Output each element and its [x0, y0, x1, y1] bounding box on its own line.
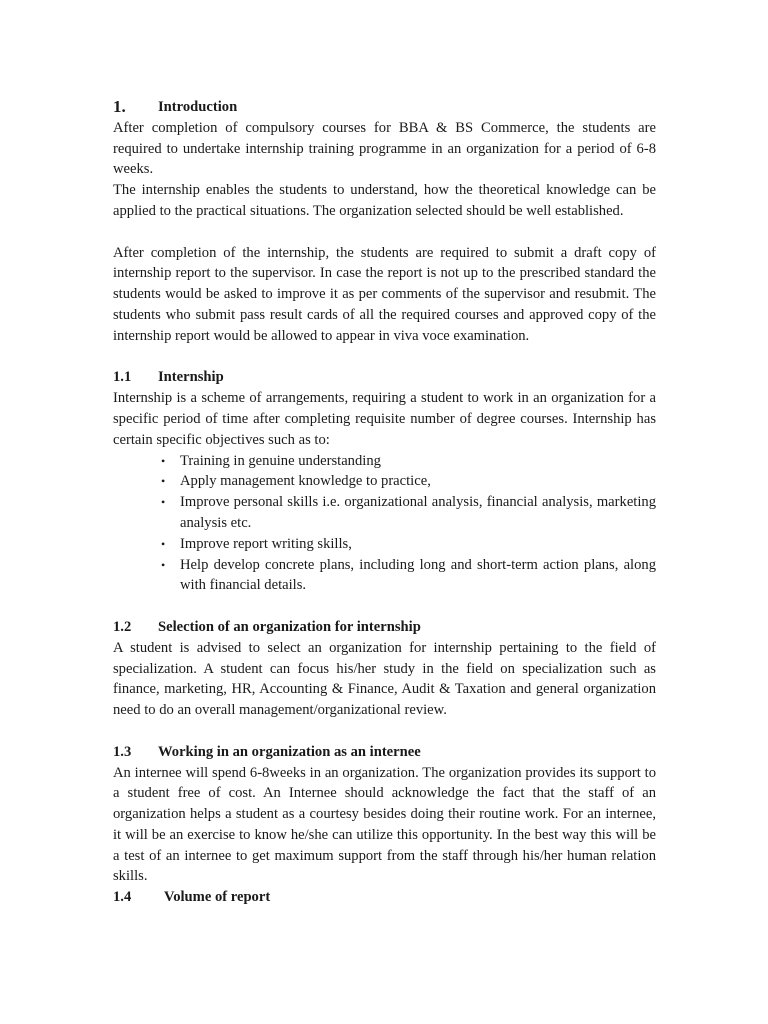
section-number: 1.4: [113, 889, 132, 906]
bullet-icon: •: [161, 536, 166, 551]
section-title: Internship: [158, 369, 224, 386]
section-heading-volume: [113, 887, 656, 908]
section-heading-working: [113, 742, 656, 763]
list-item: • Apply management knowledge to practice,: [161, 471, 656, 492]
bullet-icon: •: [161, 495, 166, 510]
section-title: Volume of report: [164, 889, 271, 906]
paragraph: A student is advised to select an organization for internship pertaining to the field of specialization. A student can focus his/her study in the field on specialization such as finance, marketing, HR, Accounting & Finance, Audit & Taxation and general organization need to do an overall management/organizational review.: [113, 639, 656, 719]
bullet-icon: •: [161, 557, 166, 572]
paragraph: An internee will spend 6-8weeks in an organization. The organization provides its support to a student free of cost. An Internee should acknowledge the fact that the staff of an organization helps a student as a courtesy besides doing their routine work. For an internee, it will be an exercise to know he/she can utilize this opportunity. In the best way this will be a test of an internee to get maximum support from the staff through his/her human relation skills.: [113, 764, 656, 885]
paragraph: After completion of the internship, the students are required to submit a draft copy of internship report to the supervisor. In case the report is not up to the prescribed standard the students would be asked to improve it as per comments of the supervisor and resubmit. The students who submit pass result cards of all the required courses and approved copy of the internship report would be allowed to appear in viva voce examination.: [113, 244, 656, 344]
section-heading-selection: [113, 617, 656, 638]
list-item: • Help develop concrete plans, including long and short-term action plans, along with financial details.: [161, 556, 656, 594]
list-item: • Improve personal skills i.e. organizational analysis, financial analysis, marketing analysis etc.: [161, 494, 656, 531]
document-page: [113, 97, 656, 908]
objectives-list: [113, 451, 656, 597]
bullet-icon: •: [161, 453, 166, 468]
paragraph: After completion of compulsory courses for BBA & BS Commerce, the students are required to undertake internship training programme in an organization for a period of 6-8 weeks.: [113, 119, 656, 178]
section-number: 1.2: [113, 618, 132, 635]
section-number: 1.3: [113, 743, 132, 760]
paragraph: The internship enables the students to understand, how the theoretical knowledge can be applied to the practical situations. The organization selected should be well established.: [113, 182, 656, 219]
section-number: 1.: [113, 97, 126, 116]
bullet-icon: •: [161, 474, 166, 489]
list-item: • Improve report writing skills,: [161, 534, 656, 555]
paragraph: Internship is a scheme of arrangements, requiring a student to work in an organization for a specific period of time after completing requisite number of degree courses. Internship has certain specific objectives such as to:: [113, 390, 656, 448]
section-heading-internship: [113, 367, 656, 388]
list-item: • Training in genuine understanding: [161, 451, 656, 472]
section-heading-introduction: [113, 97, 656, 118]
section-title: Working in an organization as an internee: [158, 743, 421, 760]
section-title: Selection of an organization for internship: [158, 618, 421, 635]
section-title: Introduction: [158, 99, 238, 115]
section-number: 1.1: [113, 369, 132, 386]
